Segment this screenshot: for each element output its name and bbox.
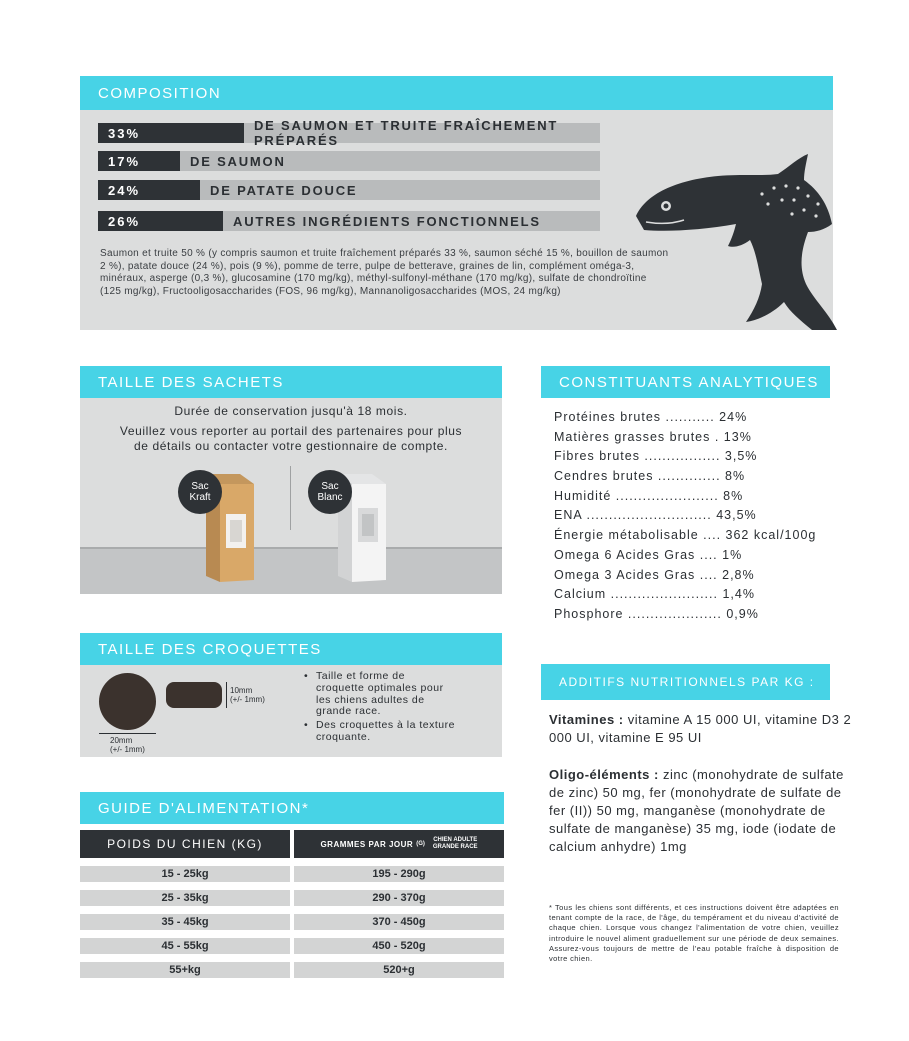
white-bag-label-line2: Blanc	[317, 492, 343, 503]
bullet-dot: •	[304, 670, 309, 682]
guide-grams: 370 - 450g	[294, 914, 504, 930]
guide-col2-label: GRAMMES PAR JOUR	[320, 839, 414, 849]
bullet-dot: •	[304, 719, 309, 731]
composition-label: AUTRES INGRÉDIENTS FONCTIONNELS	[233, 213, 541, 229]
composition-pct: 24%	[98, 180, 200, 200]
bullet-line: croquette optimales pour	[316, 681, 444, 694]
composition-pct: 33%	[98, 123, 244, 143]
guide-col2-unit: (G)	[416, 841, 425, 847]
vitamines-text	[549, 711, 859, 747]
guide-row	[80, 938, 504, 954]
guide-weight: 15 - 25kg	[80, 866, 290, 882]
guide-grams: 195 - 290g	[294, 866, 504, 882]
composition-row	[98, 151, 600, 171]
width-dimension	[110, 736, 145, 754]
guide-row	[80, 890, 504, 906]
width-tolerance: (+/- 1mm)	[110, 745, 145, 754]
composition-pct: 17%	[98, 151, 180, 171]
bullet-line: Des croquettes à la texture	[316, 719, 455, 732]
composition-label: DE PATATE DOUCE	[210, 182, 358, 198]
guide-col1-header	[80, 830, 290, 858]
width-value: 20mm	[110, 736, 133, 745]
sachets-floor-line	[80, 547, 502, 549]
guide-grams: 450 - 520g	[294, 938, 504, 954]
white-bag-label	[308, 470, 352, 514]
sachets-floor	[80, 548, 502, 594]
bullet-line: croquante.	[316, 730, 371, 743]
constituant-item: Énergie métabolisable .... 362 kcal/100g	[554, 528, 817, 543]
composition-row	[98, 211, 600, 231]
constituants-list	[554, 410, 854, 627]
composition-label: DE SAUMON ET TRUITE FRAÎCHEMENT PRÉPARÉS	[253, 118, 559, 148]
constituants-header	[541, 366, 830, 398]
sachets-body	[80, 366, 502, 594]
bullet-line: grande race.	[316, 705, 381, 718]
composition-row	[98, 118, 600, 148]
croquettes-bullet	[304, 671, 455, 718]
constituant-item: Protéines brutes ........... 24%	[554, 410, 748, 424]
vitamines-label: Vitamines :	[549, 712, 624, 727]
guide-weight: 55+kg	[80, 962, 290, 978]
guide-col2-sub1: CHIEN ADULTE	[433, 837, 478, 843]
composition-pct: 26%	[98, 211, 223, 231]
kibble-round-icon	[99, 673, 156, 730]
constituant-item: Humidité ....................... 8%	[554, 488, 744, 503]
kibble-side-icon	[166, 682, 222, 708]
kraft-bag-label	[178, 470, 222, 514]
composition-title: COMPOSITION	[98, 84, 222, 102]
sachets-info-line: Veuillez vous reporter au portail des partenaires pour plus	[119, 424, 463, 438]
constituant-item: Matières grasses brutes . 13%	[554, 429, 752, 444]
composition-description: Saumon et truite 50 % (y compris saumon et truite fraîchement préparés 33 %, saumon séché 15 %, bouillon de saumon 2 %), patate douce (24 %), pois (9 %), pomme de terre, pulpe de betterave, graines de lin, complément oméga-3, minéraux, asperge (0,3 %), glucosamine (170 mg/kg), méthyl-sulfonyl-méthane (170 mg/kg), sulfate de chondroïtine (125 mg/kg), Fructooligosaccharides (FOS, 96 mg/kg), Mannanoligosaccharides (MOS, 24 mg/kg)	[100, 248, 669, 297]
croquettes-bullets	[304, 671, 455, 744]
guide-col1-label: POIDS DU CHIEN (KG)	[107, 837, 263, 851]
guide-weight: 45 - 55kg	[80, 938, 290, 954]
croquettes-title: TAILLE DES CROQUETTES	[98, 640, 322, 658]
additifs-title: ADDITIFS NUTRITIONNELS PAR KG :	[559, 675, 815, 689]
guide-col2-header	[294, 830, 504, 858]
vitamines-values: vitamine A 15 000 UI, vitamine D3 2 000 UI, vitamine E 95 UI	[549, 712, 852, 745]
croquettes-bullet	[304, 720, 455, 744]
guide-weight: 35 - 45kg	[80, 914, 290, 930]
guide-grams: 520+g	[294, 962, 504, 978]
constituant-item: Fibres brutes ................. 3,5%	[554, 449, 758, 464]
constituant-item: Calcium ........................ 1,4%	[554, 587, 755, 602]
height-tolerance: (+/- 1mm)	[230, 695, 265, 704]
sachets-shelf-life: Durée de conservation jusqu'à 18 mois.	[174, 404, 408, 418]
guide-col2-sub2: GRANDE RACE	[432, 844, 478, 850]
composition-row	[98, 180, 600, 200]
oligo-label: Oligo-éléments :	[549, 767, 659, 782]
guide-col2-subtitle	[433, 837, 478, 851]
composition-body	[80, 76, 833, 330]
kraft-bag-label-line2: Kraft	[189, 492, 211, 503]
guide-grams: 290 - 370g	[294, 890, 504, 906]
footnote: * Tous les chiens sont différents, et ces instructions doivent être adaptées en tenant compte de la race, de l'âge, du tempérament et du niveau d'activité de chaque chien. Lorsque vous changez l'alimentation de votre chien, veuillez introduire le nouvel aliment graduellement sur une période de deux semaines. Assurez-vous toujours de mettre de l'eau potable fraîche à disposition de votre chien.	[549, 903, 839, 964]
composition-label: DE SAUMON	[190, 153, 286, 169]
guide-header	[80, 792, 504, 824]
guide-weight: 25 - 35kg	[80, 890, 290, 906]
white-bag-label-line1: Sac	[321, 481, 339, 492]
height-value: 10mm	[230, 686, 253, 695]
constituant-item: Phosphore ..................... 0,9%	[554, 606, 759, 621]
sachets-divider	[290, 466, 291, 530]
kraft-bag-label-line1: Sac	[191, 481, 209, 492]
bullet-line: les chiens adultes de	[316, 693, 425, 706]
oligo-text	[549, 766, 859, 856]
croquettes-body	[80, 633, 502, 757]
width-dimension-line	[99, 733, 156, 734]
height-dimension-line	[226, 682, 227, 708]
constituant-item: ENA ............................ 43,5%	[554, 508, 757, 523]
sachets-info-line: de détails ou contacter votre gestionnaire de compte.	[134, 439, 448, 453]
constituant-item: Omega 6 Acides Gras .... 1%	[554, 547, 743, 562]
guide-row	[80, 866, 504, 882]
constituant-item: Omega 3 Acides Gras .... 2,8%	[554, 567, 755, 582]
guide-row	[80, 914, 504, 930]
fish-icon	[632, 124, 837, 330]
guide-title: GUIDE D'ALIMENTATION*	[98, 799, 310, 817]
oligo-values: zinc (monohydrate de sulfate de zinc) 50 mg, fer (monohydrate de sulfate de fer (II)) 50 mg, manganèse (monohydrate de sulfate de manganèse) 35 mg, iode (iodate de calcium anhydre) 1mg	[549, 767, 844, 854]
height-dimension	[230, 686, 265, 704]
sachets-title: TAILLE DES SACHETS	[98, 373, 284, 391]
additifs-header	[541, 664, 830, 700]
guide-row	[80, 962, 504, 978]
bullet-line: Taille et forme de	[316, 670, 405, 682]
constituants-title: CONSTITUANTS ANALYTIQUES	[559, 373, 819, 391]
constituant-item: Cendres brutes .............. 8%	[554, 469, 746, 484]
